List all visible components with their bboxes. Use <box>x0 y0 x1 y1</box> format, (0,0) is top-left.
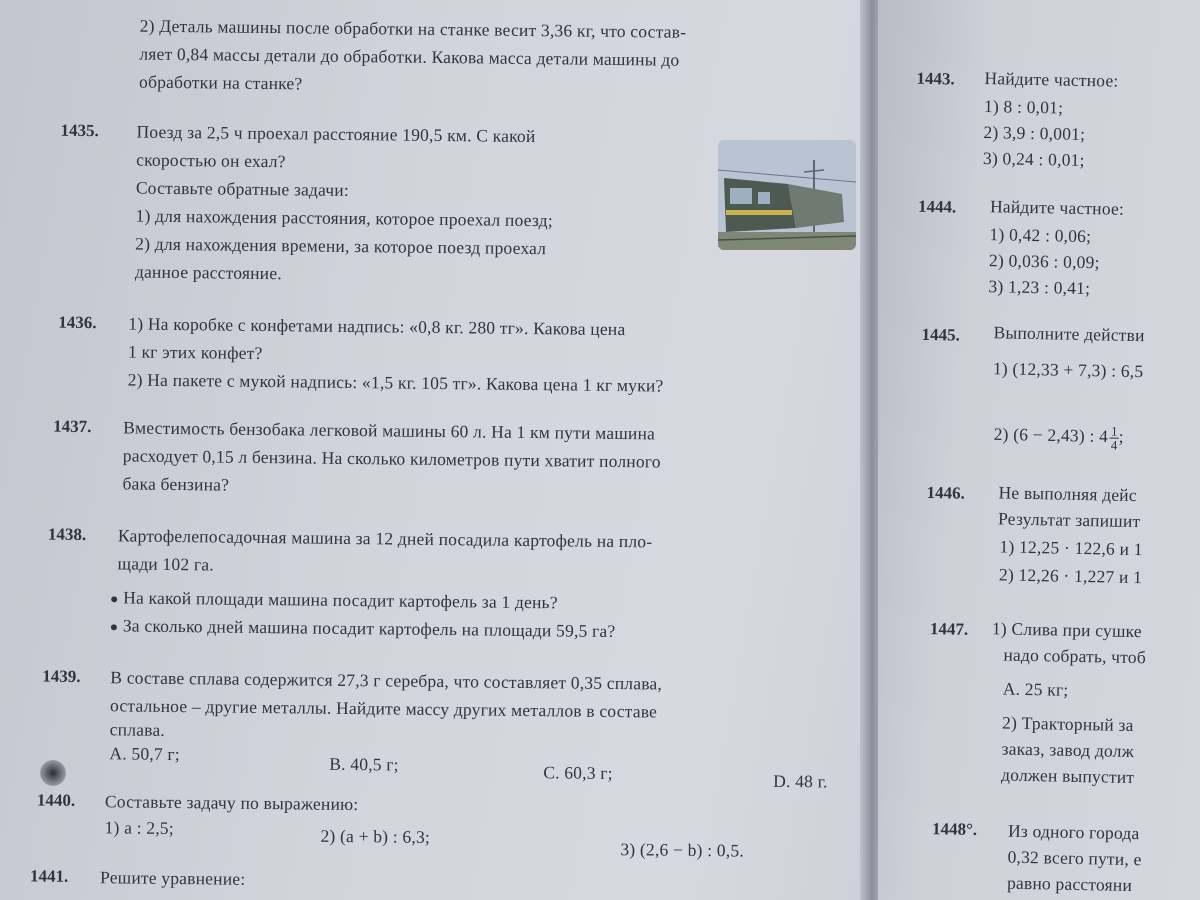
p1443-item-3: 3) 0,24 : 0,01; <box>982 148 1085 170</box>
p1440-item-2: 2) (a + b) : 6,3; <box>320 825 431 847</box>
p1440-number: 1440. <box>36 790 76 810</box>
mixed-fraction <box>1110 425 1119 452</box>
p1439-line-1: В составе сплава содержится 27,3 г серебра, что составляет 0,35 сплава, <box>110 667 663 694</box>
p1444-item-2: 2) 0,036 : 0,09; <box>988 250 1100 273</box>
p1439-answer-a: A. 50,7 г; <box>109 743 181 765</box>
p1448-line-2: 0,32 всего пути, е <box>1007 846 1142 870</box>
p1434-line-2: ляет 0,84 массы детали до обработки. Какова масса детали машины до <box>139 43 680 70</box>
fraction-numerator: 1 <box>1110 423 1118 439</box>
bullet-icon <box>111 596 117 602</box>
p1435-line-5: 2) для нахождения времени, за которое поезд проехал <box>135 233 547 259</box>
p1446-line-4: 2) 12,26 · 1,227 и 1 <box>998 564 1143 588</box>
p1436-line-1: 1) На коробке с конфетами надпись: «0,8 кг. 280 тг». Какова цена <box>128 313 626 340</box>
p1436-line-2: 1 кг этих конфет? <box>127 341 263 363</box>
p1445-item-1: 1) (12,33 + 7,3) : 6,5 <box>992 358 1144 382</box>
p1435-line-6: данное расстояние. <box>134 261 282 284</box>
p1438-bullet-1 <box>111 587 558 613</box>
p1446-line-1: Не выполняя дейс <box>998 482 1138 506</box>
p1447-line-5: заказ, завод долж <box>1001 738 1135 762</box>
train-illustration <box>718 140 856 250</box>
p1438-line-2: щади 102 га. <box>117 553 214 575</box>
p1443-title: Найдите частное: <box>984 68 1119 91</box>
p1434-line-3: обработки на станке? <box>138 71 303 94</box>
p1437-line-2: расходует 0,15 л бензина. На сколько километров пути хватит полного <box>122 445 661 472</box>
p1434-line-1: 2) Деталь машины после обработки на станке весит 3,36 кг, что состав- <box>139 15 687 42</box>
p1435-line-2: скоростью он ехал? <box>136 149 286 172</box>
p1438-line-1: Картофелепосадочная машина за 12 дней посадила картофель на пло- <box>117 525 653 552</box>
bullet-icon <box>111 624 117 630</box>
p1438-number: 1438. <box>47 524 87 545</box>
p1439-answer-c: C. 60,3 г; <box>543 762 613 784</box>
p1443-item-2: 2) 3,9 : 0,001; <box>983 122 1086 144</box>
p1447-line-3: A. 25 кг; <box>1002 678 1069 700</box>
page-shadow-spot <box>40 760 66 786</box>
p1437-line-3: бака бензина? <box>122 473 230 495</box>
p1439-answer-d: D. 48 г. <box>773 770 828 792</box>
p1448-line-3: равно расстояни <box>1006 872 1133 896</box>
p1438-bullet-2 <box>111 615 616 642</box>
p1439-line-3: сплава. <box>109 719 166 740</box>
p1445-item-2-expr: 2) (6 − 2,43) : 4 <box>993 423 1109 447</box>
p1435-number: 1435. <box>60 120 99 141</box>
p1444-number: 1444. <box>917 196 957 217</box>
p1445-number: 1445. <box>921 324 961 345</box>
p1447-line-1: 1) Слива при сушке <box>991 618 1143 642</box>
p1439-number: 1439. <box>42 666 81 686</box>
p1448-number: 1448°. <box>931 819 978 840</box>
p1436-number: 1436. <box>58 312 97 333</box>
p1440-item-3: 3) (2,6 − b) : 0,5. <box>620 839 745 861</box>
p1437-line-1: Вместимость бензобака легковой машины 60 л. На 1 км пути машина <box>123 417 656 444</box>
p1443-number: 1443. <box>916 68 955 89</box>
p1437-number: 1437. <box>53 416 92 437</box>
p1444-item-1: 1) 0,42 : 0,06; <box>989 224 1092 247</box>
p1447-line-4: 2) Тракторный за <box>1001 712 1134 736</box>
p1446-number: 1446. <box>926 483 965 503</box>
p1439-answer-b: B. 40,5 г; <box>329 753 399 775</box>
p1446-line-2: Результат запишит <box>997 508 1141 532</box>
p1440-item-1: 1) a : 2,5; <box>104 817 175 839</box>
p1441-title: Решите уравнение: <box>99 867 246 889</box>
p1435-line-4: 1) для нахождения расстояния, которое проехал поезд; <box>135 205 553 231</box>
p1445-item-2-end: ; <box>1118 426 1125 447</box>
train-image <box>718 140 856 250</box>
p1438-bullet-1-text: На какой площади машина посадит картофель за 1 день? <box>123 587 558 613</box>
p1444-title: Найдите частное: <box>989 196 1125 219</box>
p1439-line-2: остальное – другие металлы. Найдите массу других металлов в составе <box>109 695 658 722</box>
right-page <box>878 0 1200 900</box>
p1445-title: Выполните действи <box>993 322 1145 346</box>
p1435-line-1: Поезд за 2,5 ч проехал расстояние 190,5 км. С какой <box>136 121 536 147</box>
p1448-line-1: Из одного города <box>1007 820 1140 844</box>
p1447-line-2: надо собрать, чтоб <box>1003 644 1147 668</box>
p1446-line-3: 1) 12,25 · 122,6 и 1 <box>999 536 1143 560</box>
p1445-item-2 <box>993 422 1124 451</box>
p1443-item-1: 1) 8 : 0,01; <box>983 96 1064 118</box>
fraction-denominator: 4 <box>1110 437 1118 453</box>
p1440-title: Составьте задачу по выражению: <box>104 791 359 815</box>
p1435-line-3: Составьте обратные задачи: <box>135 177 350 200</box>
right-column <box>878 0 1200 896</box>
p1441-number: 1441. <box>29 866 69 886</box>
p1436-line-3: 2) На пакете с мукой надпись: «1,5 кг. 105 тг». Какова цена 1 кг муки? <box>127 369 664 396</box>
p1447-number: 1447. <box>929 619 969 639</box>
p1444-item-3: 3) 1,23 : 0,41; <box>988 276 1091 299</box>
p1438-bullet-2-text: За сколько дней машина посадит картофель на площади 59,5 га? <box>122 615 616 642</box>
p1447-line-6: должен выпустит <box>1000 764 1135 788</box>
